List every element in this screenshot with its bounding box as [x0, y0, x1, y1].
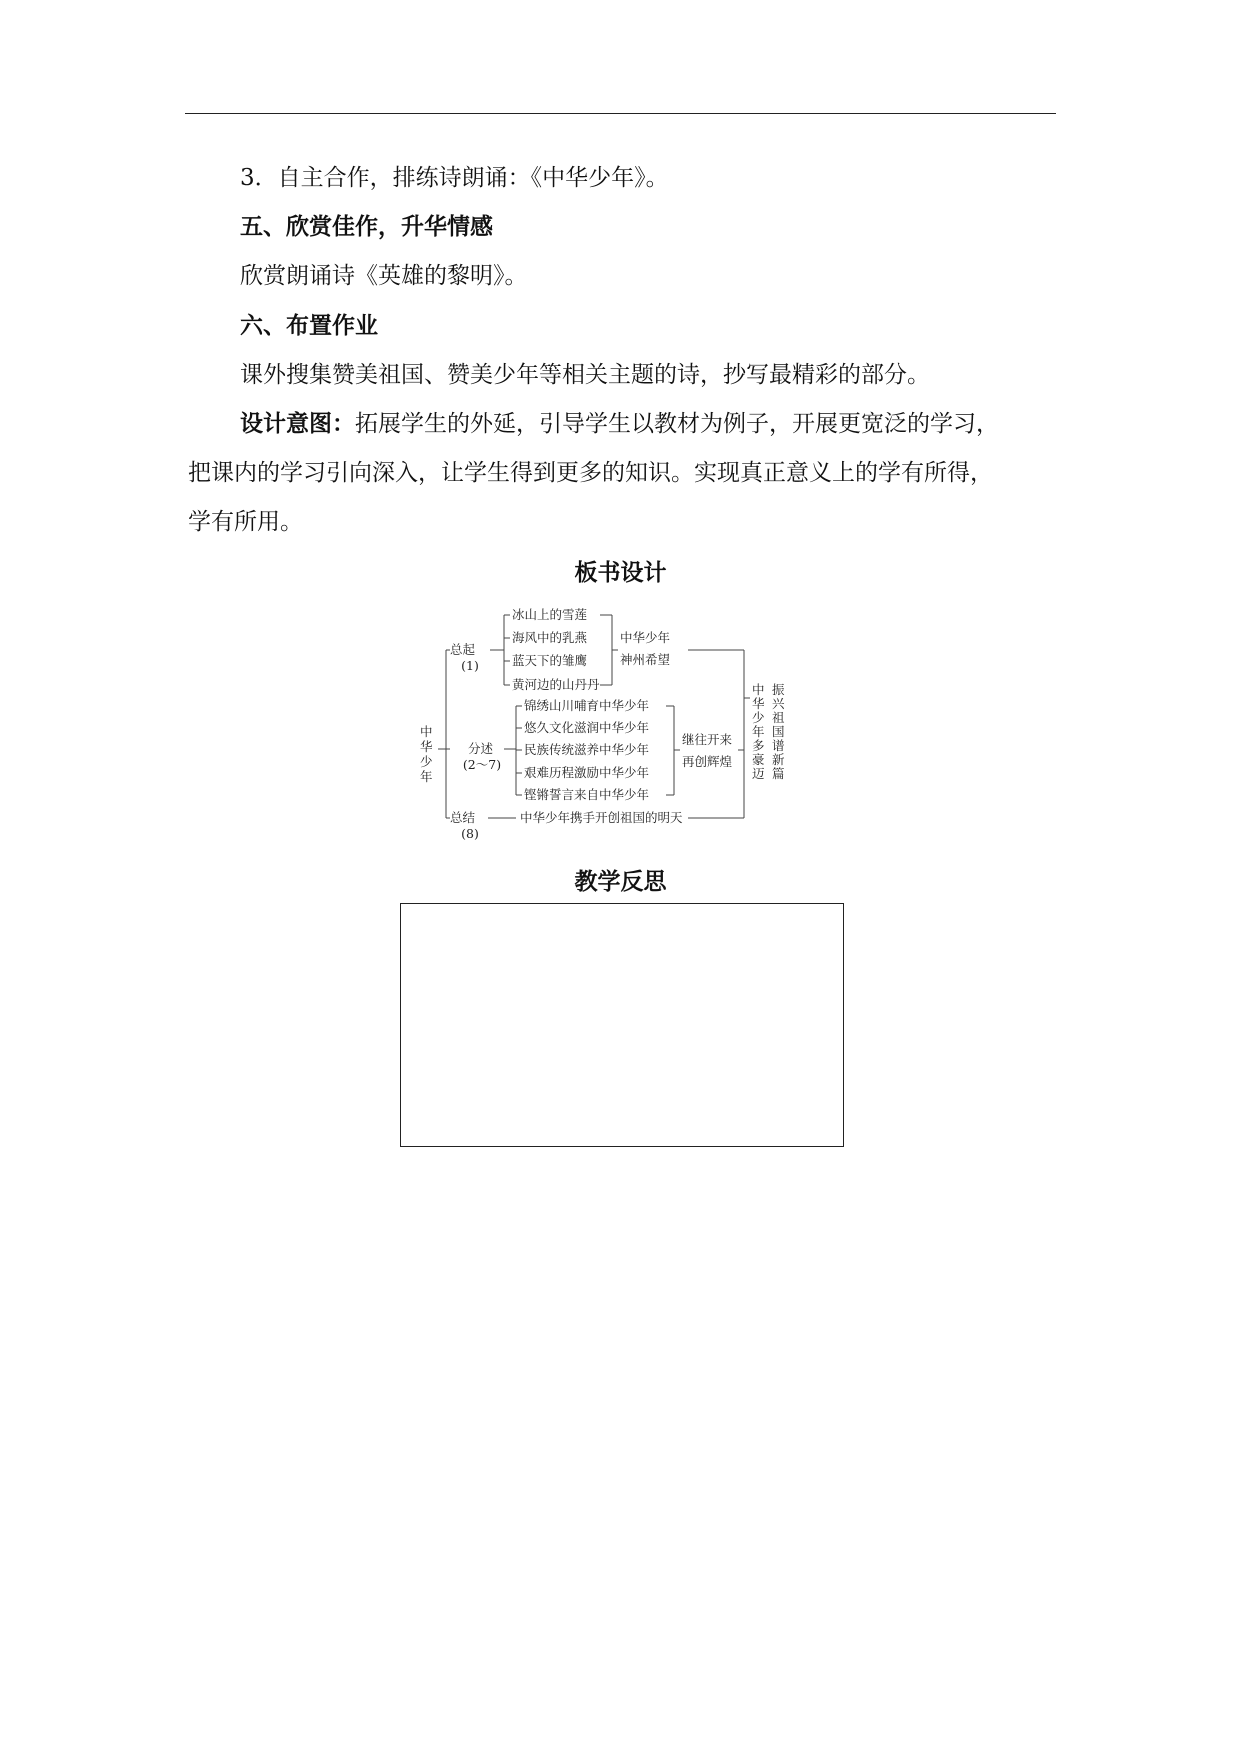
- opening-item: 冰山上的雪莲: [512, 607, 588, 622]
- design-intent-line-2: 把课内的学习引向深入，让学生得到更多的知识。实现真正意义上的学有所得，: [188, 460, 993, 486]
- header-rule: [185, 113, 1056, 114]
- final-col2-char: 谱: [772, 738, 785, 753]
- final-col2-char: 兴: [772, 696, 785, 711]
- root-char-1: 中: [420, 724, 433, 739]
- opening-result-1: 中华少年: [620, 630, 671, 645]
- final-col2-char: 祖: [772, 710, 785, 725]
- final-col2-char: 国: [772, 724, 785, 739]
- body-item: 艰难历程激励中华少年: [524, 765, 650, 780]
- section-5-heading: 五、欣赏佳作，升华情感: [240, 214, 493, 240]
- root-char-2: 华: [420, 739, 433, 754]
- design-intent-label: 设计意图：: [240, 411, 355, 437]
- opening-result-2: 神州希望: [620, 652, 671, 667]
- teaching-reflection-box: [400, 903, 844, 1147]
- final-col1-char: 多: [752, 738, 765, 753]
- final-col2-char: 振: [772, 682, 785, 697]
- body-item: 铿锵誓言来自中华少年: [524, 787, 650, 802]
- design-intent-text-1: 拓展学生的外延，引导学生以教材为例子，开展更宽泛的学习，: [355, 411, 999, 437]
- closing-num: (8): [461, 826, 479, 841]
- body-result-2: 再创辉煌: [682, 754, 733, 769]
- design-intent-line-3: 学有所用。: [188, 509, 303, 535]
- opening-item: 海风中的乳燕: [512, 630, 588, 645]
- final-col1-char: 豪: [752, 752, 765, 767]
- final-col2-char: 篇: [772, 766, 785, 781]
- final-col1-char: 迈: [752, 766, 765, 781]
- design-intent-line-1: [240, 404, 999, 444]
- final-col2-char: 新: [772, 752, 785, 767]
- body-result-1: 继往开来: [682, 732, 733, 747]
- opening-item: 黄河边的山丹丹: [512, 677, 600, 692]
- step-3-line: 3．自主合作，排练诗朗诵：《中华少年》。: [240, 165, 669, 191]
- section-6-text: 课外搜集赞美祖国、赞美少年等相关主题的诗，抄写最精彩的部分。: [240, 362, 930, 388]
- section-5-text: 欣赏朗诵诗《英雄的黎明》。: [240, 263, 528, 289]
- closing-text: 中华少年携手开创祖国的明天: [520, 810, 683, 825]
- body-item: 锦绣山川哺育中华少年: [524, 698, 650, 713]
- opening-label: 总起: [450, 642, 476, 657]
- root-char-3: 少: [420, 754, 433, 769]
- section-6-heading: 六、布置作业: [240, 313, 378, 339]
- board-design-title: 板书设计: [574, 560, 667, 586]
- closing-label: 总结: [450, 810, 476, 825]
- opening-item: 蓝天下的雏鹰: [512, 653, 588, 668]
- teaching-reflection-title: 教学反思: [574, 869, 667, 895]
- body-label: 分述: [468, 741, 494, 756]
- final-col1-char: 中: [752, 682, 765, 697]
- body-num: (2～7): [462, 757, 502, 772]
- root-char-4: 年: [420, 769, 433, 784]
- board-design-diagram: [400, 598, 840, 848]
- body-item: 悠久文化滋润中华少年: [524, 720, 650, 735]
- final-col1-char: 年: [752, 724, 765, 739]
- body-item: 民族传统滋养中华少年: [524, 742, 650, 757]
- final-col1-char: 华: [752, 696, 765, 711]
- final-col1-char: 少: [752, 710, 765, 725]
- opening-num: (1): [461, 658, 479, 673]
